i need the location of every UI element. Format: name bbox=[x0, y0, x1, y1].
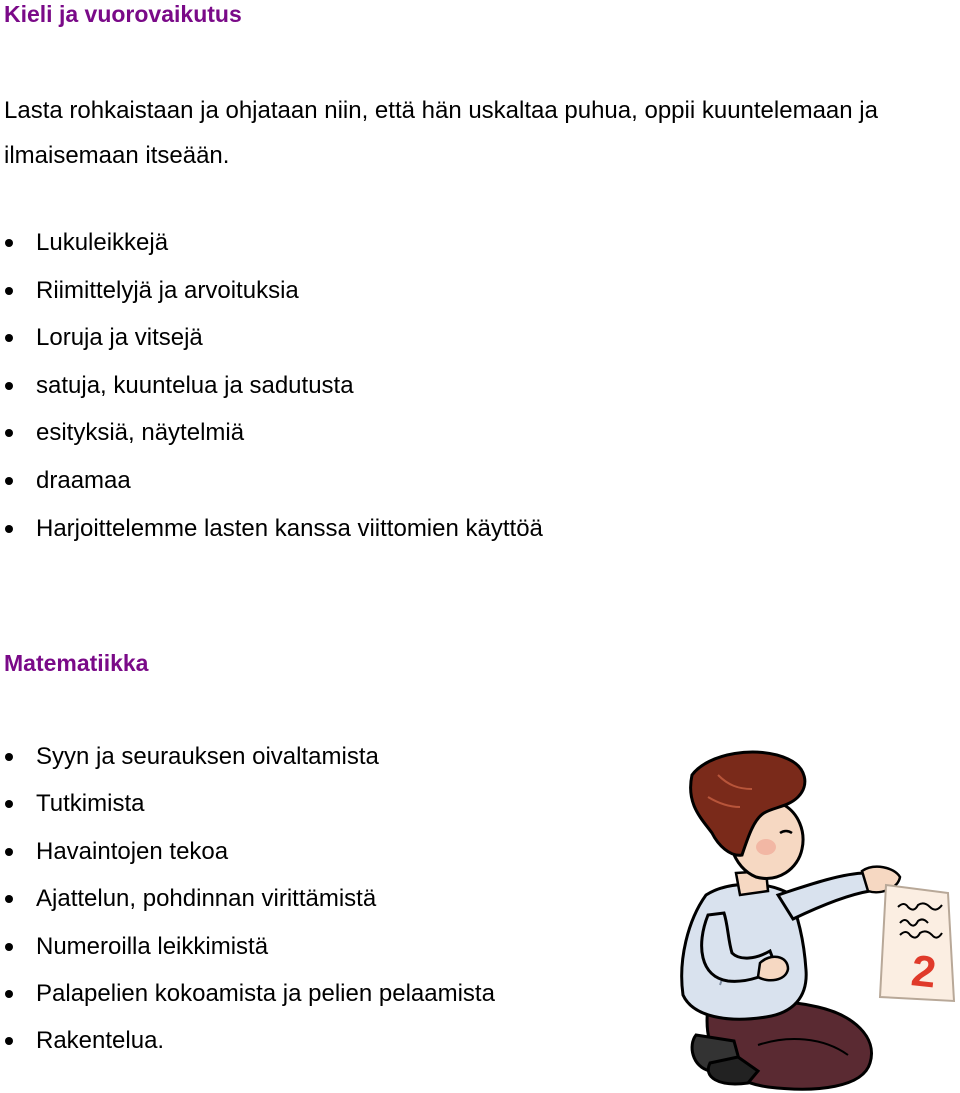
list-item bbox=[0, 314, 543, 362]
bullet-icon bbox=[5, 990, 13, 998]
intro-paragraph: Lasta rohkaistaan ja ohjataan niin, että hän uskaltaa puhua, oppii kuuntelemaan ja ilmaisemaan itseään. bbox=[4, 97, 878, 169]
list-item-label: Rakentelua. bbox=[36, 1027, 165, 1055]
child-holding-paper-illustration bbox=[648, 745, 960, 1093]
cheek-shape bbox=[756, 839, 776, 855]
list-item-label: Ajattelun, pohdinnan virittämistä bbox=[36, 885, 377, 913]
bullet-icon bbox=[5, 895, 13, 903]
hand-shape bbox=[758, 957, 788, 981]
list-item-label: Havaintojen tekoa bbox=[36, 837, 229, 865]
list-item bbox=[0, 409, 543, 457]
section-title-math: Matematiikka bbox=[4, 650, 149, 676]
bullet-icon bbox=[5, 239, 13, 247]
list-item bbox=[0, 970, 495, 1017]
bullet-icon bbox=[5, 382, 13, 390]
paper-number: 2 bbox=[908, 946, 939, 998]
list-item bbox=[0, 923, 495, 970]
list-item bbox=[0, 219, 543, 267]
list-item-label: Tutkimista bbox=[36, 790, 145, 818]
list-item bbox=[0, 875, 495, 922]
language-activities-list bbox=[0, 219, 543, 552]
outstretched-arm bbox=[778, 873, 870, 919]
list-item-label: satuja, kuuntelua ja sadutusta bbox=[36, 371, 354, 399]
list-item-label: Lukuleikkejä bbox=[36, 229, 169, 256]
bullet-icon bbox=[5, 800, 13, 808]
list-item-label: Harjoittelemme lasten kanssa viittomien käyttöä bbox=[36, 514, 543, 542]
list-item bbox=[0, 362, 543, 410]
list-item bbox=[0, 267, 543, 315]
list-item-label: Riimittelyjä ja arvoituksia bbox=[36, 276, 299, 304]
list-item bbox=[0, 505, 543, 553]
bullet-icon bbox=[5, 753, 13, 761]
math-activities-list bbox=[0, 733, 495, 1065]
list-item-label: Loruja ja vitsejä bbox=[36, 324, 203, 352]
bullet-icon bbox=[5, 848, 13, 856]
list-item bbox=[0, 1017, 495, 1064]
section-title-language: Kieli ja vuorovaikutus bbox=[4, 1, 242, 27]
list-item bbox=[0, 457, 543, 505]
list-item-label: Syyn ja seurauksen oivaltamista bbox=[36, 743, 379, 770]
list-item bbox=[0, 780, 495, 827]
list-item-label: draamaa bbox=[36, 466, 131, 494]
bullet-icon bbox=[5, 1037, 13, 1045]
bullet-icon bbox=[5, 429, 13, 437]
list-item-label: esityksiä, näytelmiä bbox=[36, 419, 245, 447]
bullet-icon bbox=[5, 525, 13, 533]
list-item bbox=[0, 828, 495, 875]
bullet-icon bbox=[5, 334, 13, 342]
bullet-icon bbox=[5, 477, 13, 485]
bullet-icon bbox=[5, 287, 13, 295]
list-item-label: Numeroilla leikkimistä bbox=[36, 932, 269, 960]
list-item bbox=[0, 733, 495, 780]
bullet-icon bbox=[5, 943, 13, 951]
list-item-label: Palapelien kokoamista ja pelien pelaamista bbox=[36, 979, 495, 1007]
